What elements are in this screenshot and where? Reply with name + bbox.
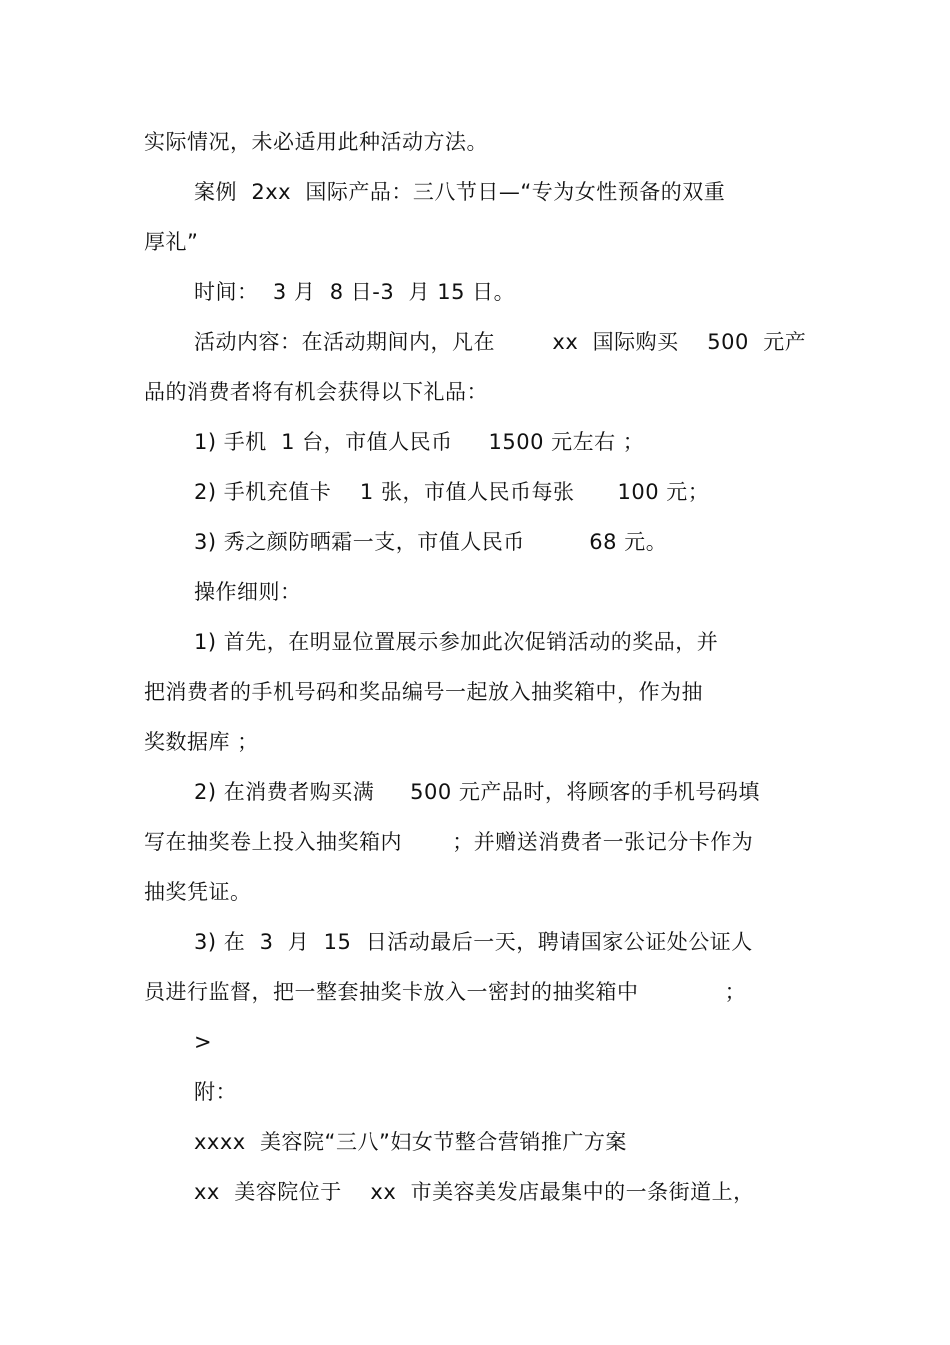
gift-item-1: 1) 手机 1 台，市值人民币 1500 元左右 ； xyxy=(194,430,645,454)
marker-line: > xyxy=(194,1030,213,1054)
gift-item-3: 3) 秀之颜防晒霜一支，市值人民币 68 元。 xyxy=(194,530,668,554)
rule-1-line: 奖数据库 ； xyxy=(144,730,259,754)
case-heading-line: 案例 2xx 国际产品：三八节日—“专为女性预备的双重 xyxy=(194,180,726,204)
rule-2-line: 抽奖凭证。 xyxy=(144,880,252,904)
rule-3-line: 员进行监督，把一整套抽奖卡放入一密封的抽奖箱中 ； xyxy=(144,980,747,1004)
activity-content-line: 活动内容：在活动期间内，凡在 xx 国际购买 500 元产 xyxy=(194,330,807,354)
operation-rules-heading: 操作细则： xyxy=(194,580,302,604)
rule-3-line: 3) 在 3 月 15 日活动最后一天，聘请国家公证处公证人 xyxy=(194,930,753,954)
case-heading-line: 厚礼” xyxy=(144,230,199,254)
appendix-heading: 附： xyxy=(194,1080,237,1104)
rule-2-line: 2) 在消费者购买满 500 元产品时，将顾客的手机号码填 xyxy=(194,780,760,804)
rule-1-line: 1) 首先，在明显位置展示参加此次促销活动的奖品，并 xyxy=(194,630,719,654)
time-line: 时间： 3 月 8 日-3 月 15 日。 xyxy=(194,280,516,304)
appendix-paragraph-line: xx 美容院位于 xx 市美容美发店最集中的一条街道上， xyxy=(194,1180,755,1204)
paragraph-line: 实际情况，未必适用此种活动方法。 xyxy=(144,130,488,154)
appendix-title: xxxx 美容院“三八”妇女节整合营销推广方案 xyxy=(194,1130,627,1154)
rule-2-line: 写在抽奖卷上投入抽奖箱内 ；并赠送消费者一张记分卡作为 xyxy=(144,830,754,854)
gift-item-2: 2) 手机充值卡 1 张，市值人民币每张 100 元； xyxy=(194,480,710,504)
activity-content-line: 品的消费者将有机会获得以下礼品： xyxy=(144,380,488,404)
rule-1-line: 把消费者的手机号码和奖品编号一起放入抽奖箱中，作为抽 xyxy=(144,680,703,704)
